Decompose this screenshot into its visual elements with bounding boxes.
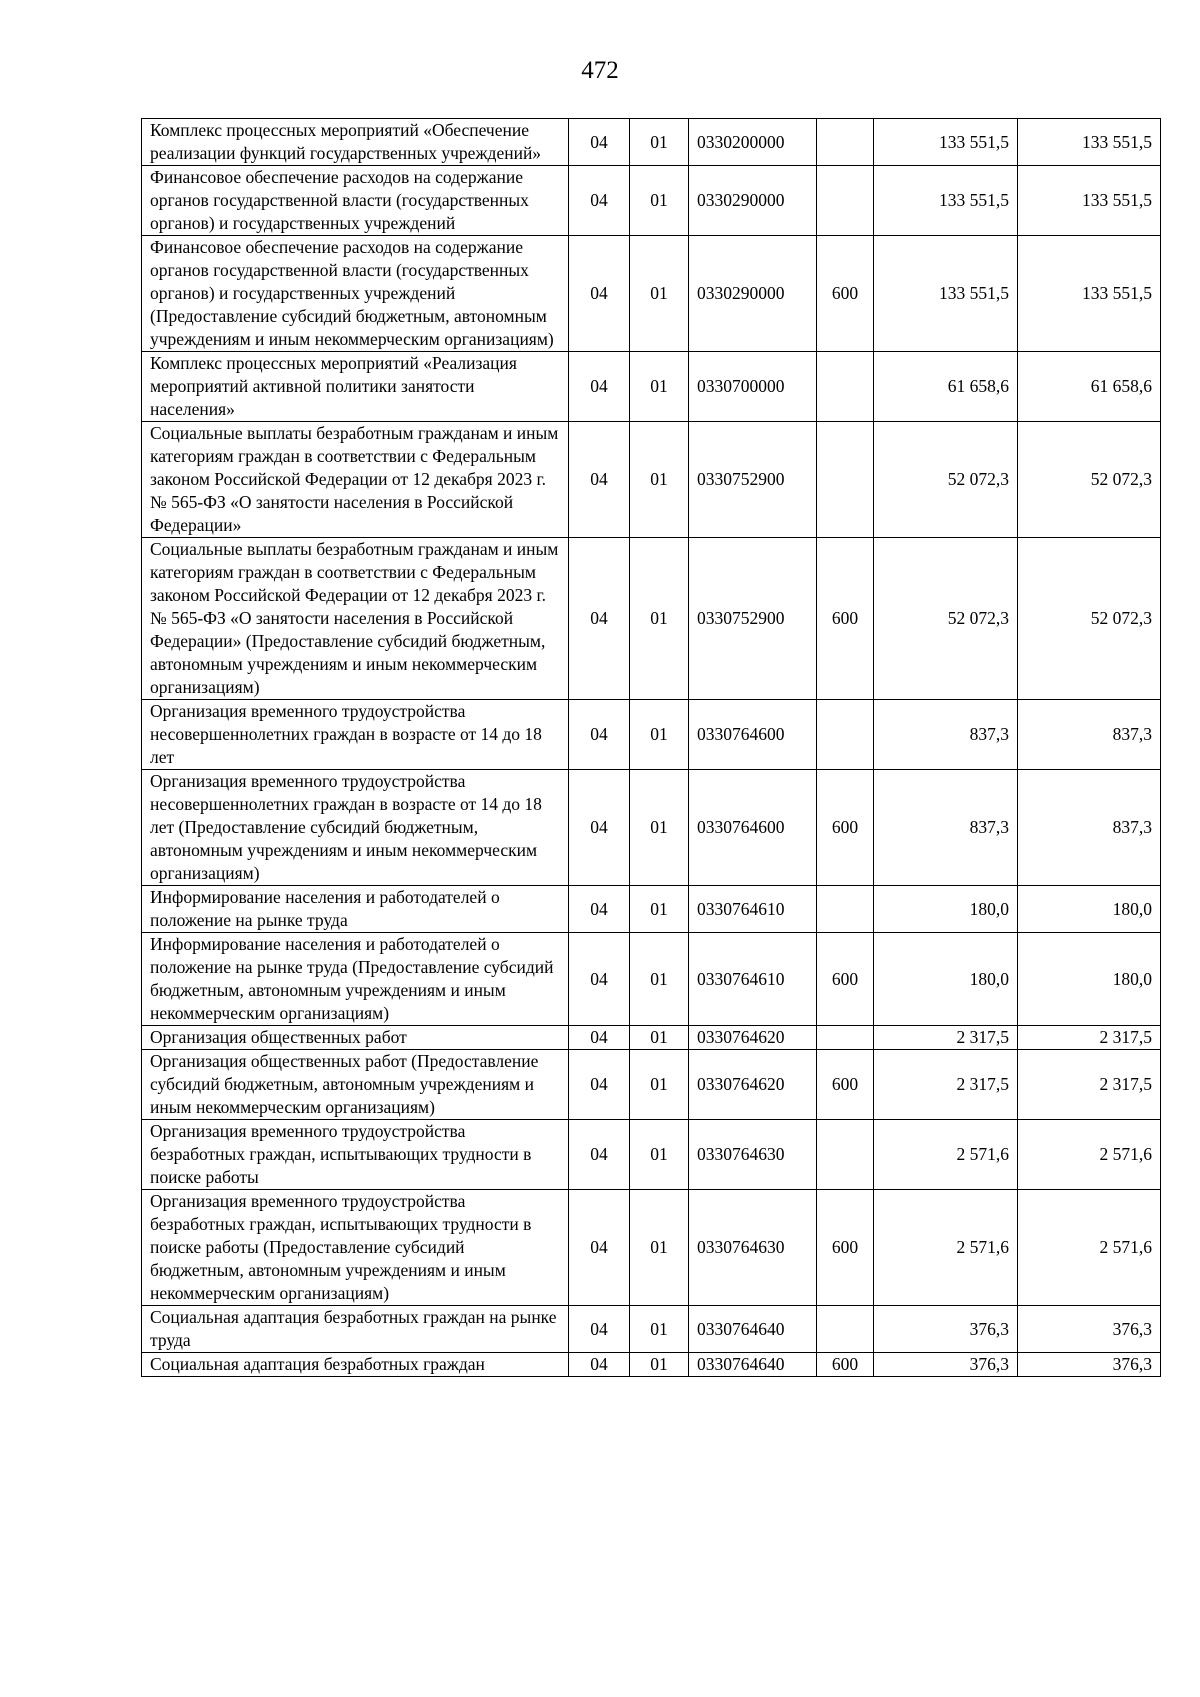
subsection-code: 01 [630, 119, 689, 166]
expense-type-code [817, 700, 874, 770]
subsection-code: 01 [630, 236, 689, 352]
page-number: 472 [581, 57, 619, 84]
target-article-code: 0330764610 [689, 886, 817, 933]
target-article-code: 0330764640 [689, 1306, 817, 1353]
subsection-code: 01 [630, 1026, 689, 1050]
amount-year-1: 2 571,6 [874, 1190, 1018, 1306]
target-article-code: 0330200000 [689, 119, 817, 166]
subsection-code: 01 [630, 166, 689, 236]
section-code: 04 [569, 119, 630, 166]
subsection-code: 01 [630, 1306, 689, 1353]
amount-year-1: 2 317,5 [874, 1050, 1018, 1120]
section-code: 04 [569, 1120, 630, 1190]
budget-item-name: Социальные выплаты безработным гражданам и иным категориям граждан в соответствии с Федеральным законом Российской Федерации от 12 декабря 2023 г. № 565-ФЗ «О занятости населения в Российской Федерации» (Предоставление субсидий бюджетным, автономным учреждениям и иным некоммерческим организациям) [142, 538, 569, 700]
amount-year-2: 2 571,6 [1018, 1120, 1161, 1190]
section-code: 04 [569, 166, 630, 236]
expense-type-code [817, 166, 874, 236]
expense-type-code [817, 422, 874, 538]
budget-item-name: Комплекс процессных мероприятий «Реализация мероприятий активной политики занятости населения» [142, 352, 569, 422]
target-article-code: 0330752900 [689, 422, 817, 538]
subsection-code: 01 [630, 886, 689, 933]
amount-year-1: 376,3 [874, 1306, 1018, 1353]
target-article-code: 0330700000 [689, 352, 817, 422]
target-article-code: 0330764640 [689, 1353, 817, 1377]
table-row [142, 933, 1161, 1026]
subsection-code: 01 [630, 770, 689, 886]
budget-item-name: Финансовое обеспечение расходов на содержание органов государственной власти (государственных органов) и государственных учреждений [142, 166, 569, 236]
amount-year-1: 837,3 [874, 770, 1018, 886]
amount-year-1: 52 072,3 [874, 538, 1018, 700]
amount-year-1: 2 317,5 [874, 1026, 1018, 1050]
amount-year-2: 376,3 [1018, 1306, 1161, 1353]
table-row [142, 1050, 1161, 1120]
target-article-code: 0330290000 [689, 166, 817, 236]
budget-item-name: Организация общественных работ [142, 1026, 569, 1050]
table-row [142, 236, 1161, 352]
amount-year-2: 2 571,6 [1018, 1190, 1161, 1306]
subsection-code: 01 [630, 422, 689, 538]
section-code: 04 [569, 1050, 630, 1120]
expense-type-code [817, 1026, 874, 1050]
amount-year-1: 52 072,3 [874, 422, 1018, 538]
table-row [142, 422, 1161, 538]
amount-year-2: 133 551,5 [1018, 166, 1161, 236]
amount-year-1: 2 571,6 [874, 1120, 1018, 1190]
target-article-code: 0330290000 [689, 236, 817, 352]
expense-type-code: 600 [817, 933, 874, 1026]
target-article-code: 0330764600 [689, 770, 817, 886]
budget-item-name: Организация временного трудоустройства безработных граждан, испытывающих трудности в поиске работы [142, 1120, 569, 1190]
expense-type-code: 600 [817, 538, 874, 700]
amount-year-2: 2 317,5 [1018, 1026, 1161, 1050]
amount-year-2: 180,0 [1018, 933, 1161, 1026]
target-article-code: 0330764600 [689, 700, 817, 770]
amount-year-2: 837,3 [1018, 770, 1161, 886]
section-code: 04 [569, 1353, 630, 1377]
target-article-code: 0330764620 [689, 1050, 817, 1120]
table-row [142, 1026, 1161, 1050]
table-row [142, 886, 1161, 933]
amount-year-2: 133 551,5 [1018, 236, 1161, 352]
expense-type-code [817, 1306, 874, 1353]
expense-type-code: 600 [817, 1050, 874, 1120]
target-article-code: 0330764630 [689, 1190, 817, 1306]
amount-year-2: 61 658,6 [1018, 352, 1161, 422]
expense-type-code: 600 [817, 1353, 874, 1377]
amount-year-2: 837,3 [1018, 700, 1161, 770]
section-code: 04 [569, 1306, 630, 1353]
amount-year-1: 133 551,5 [874, 119, 1018, 166]
expense-type-code: 600 [817, 770, 874, 886]
table-row [142, 1120, 1161, 1190]
budget-item-name: Комплекс процессных мероприятий «Обеспечение реализации функций государственных учреждений» [142, 119, 569, 166]
subsection-code: 01 [630, 1190, 689, 1306]
table-row [142, 700, 1161, 770]
table-row [142, 1190, 1161, 1306]
amount-year-2: 180,0 [1018, 886, 1161, 933]
expense-type-code [817, 352, 874, 422]
table-body [142, 119, 1161, 1377]
expense-type-code: 600 [817, 1190, 874, 1306]
amount-year-2: 52 072,3 [1018, 538, 1161, 700]
amount-year-1: 133 551,5 [874, 236, 1018, 352]
table-row [142, 1306, 1161, 1353]
section-code: 04 [569, 422, 630, 538]
budget-item-name: Социальная адаптация безработных граждан [142, 1353, 569, 1377]
target-article-code: 0330764630 [689, 1120, 817, 1190]
budget-item-name: Организация общественных работ (Предоставление субсидий бюджетным, автономным учреждениям и иным некоммерческим организациям) [142, 1050, 569, 1120]
budget-table [141, 118, 1161, 1377]
subsection-code: 01 [630, 933, 689, 1026]
subsection-code: 01 [630, 352, 689, 422]
amount-year-2: 52 072,3 [1018, 422, 1161, 538]
amount-year-1: 837,3 [874, 700, 1018, 770]
amount-year-1: 61 658,6 [874, 352, 1018, 422]
section-code: 04 [569, 1190, 630, 1306]
budget-item-name: Организация временного трудоустройства безработных граждан, испытывающих трудности в поиске работы (Предоставление субсидий бюджетным, автономным учреждениям и иным некоммерческим организациям) [142, 1190, 569, 1306]
table-row [142, 352, 1161, 422]
expense-type-code [817, 886, 874, 933]
expense-type-code: 600 [817, 236, 874, 352]
subsection-code: 01 [630, 700, 689, 770]
section-code: 04 [569, 352, 630, 422]
budget-item-name: Информирование населения и работодателей о положение на рынке труда (Предоставление субсидий бюджетным, автономным учреждениям и иным некоммерческим организациям) [142, 933, 569, 1026]
subsection-code: 01 [630, 538, 689, 700]
section-code: 04 [569, 770, 630, 886]
target-article-code: 0330764610 [689, 933, 817, 1026]
amount-year-1: 180,0 [874, 933, 1018, 1026]
section-code: 04 [569, 700, 630, 770]
target-article-code: 0330752900 [689, 538, 817, 700]
section-code: 04 [569, 886, 630, 933]
budget-item-name: Социальная адаптация безработных граждан на рынке труда [142, 1306, 569, 1353]
amount-year-1: 180,0 [874, 886, 1018, 933]
amount-year-2: 376,3 [1018, 1353, 1161, 1377]
budget-item-name: Информирование населения и работодателей о положение на рынке труда [142, 886, 569, 933]
subsection-code: 01 [630, 1050, 689, 1120]
table-row [142, 1353, 1161, 1377]
table-row [142, 166, 1161, 236]
amount-year-1: 133 551,5 [874, 166, 1018, 236]
table-row [142, 119, 1161, 166]
budget-item-name: Финансовое обеспечение расходов на содержание органов государственной власти (государственных органов) и государственных учреждений (Предоставление субсидий бюджетным, автономным учреждениям и иным некоммерческим организациям) [142, 236, 569, 352]
amount-year-2: 133 551,5 [1018, 119, 1161, 166]
section-code: 04 [569, 538, 630, 700]
budget-item-name: Социальные выплаты безработным гражданам и иным категориям граждан в соответствии с Федеральным законом Российской Федерации от 12 декабря 2023 г. № 565-ФЗ «О занятости населения в Российской Федерации» [142, 422, 569, 538]
expense-type-code [817, 119, 874, 166]
section-code: 04 [569, 236, 630, 352]
section-code: 04 [569, 933, 630, 1026]
amount-year-2: 2 317,5 [1018, 1050, 1161, 1120]
table-row [142, 770, 1161, 886]
expense-type-code [817, 1120, 874, 1190]
budget-item-name: Организация временного трудоустройства несовершеннолетних граждан в возрасте от 14 до 18 лет [142, 700, 569, 770]
target-article-code: 0330764620 [689, 1026, 817, 1050]
subsection-code: 01 [630, 1353, 689, 1377]
subsection-code: 01 [630, 1120, 689, 1190]
section-code: 04 [569, 1026, 630, 1050]
table-row [142, 538, 1161, 700]
budget-item-name: Организация временного трудоустройства несовершеннолетних граждан в возрасте от 14 до 18 лет (Предоставление субсидий бюджетным, автономным учреждениям и иным некоммерческим организациям) [142, 770, 569, 886]
amount-year-1: 376,3 [874, 1353, 1018, 1377]
